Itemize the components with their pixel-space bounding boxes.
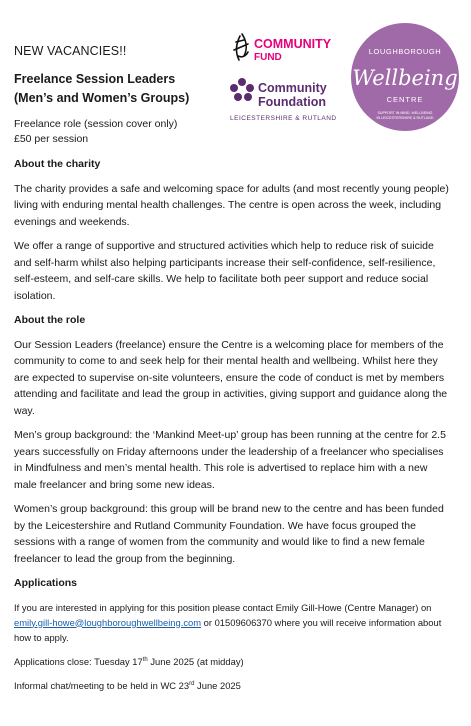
- charity-paragraph-2: We offer a range of supportive and structured activities which help to reduce risk of suicide and self-harm whilst also helping participants increase their self-confidence, self-resilience, self-esteem, and self-care skills. We help to facilitate both peer support and reduce social isolation.: [14, 240, 436, 302]
- job-title-line2: (Men’s and Women’s Groups): [14, 91, 190, 105]
- close-date-suffix: June 2025 (at midday): [147, 655, 244, 667]
- chat-date-suffix: June 2025: [194, 679, 241, 691]
- role-meta: [14, 117, 177, 147]
- vacancy-banner: NEW VACANCIES!!: [14, 44, 127, 58]
- role-type: Freelance role (session cover only): [14, 118, 178, 130]
- community-foundation-line1: Community: [258, 81, 327, 95]
- informal-chat: [14, 677, 452, 693]
- logo-script-text: Wellbeing: [352, 66, 458, 90]
- chat-date-ordinal: rd: [189, 680, 195, 687]
- flower-icon: [230, 78, 254, 101]
- job-title-line1: Freelance Session Leaders: [14, 72, 176, 86]
- sponsor-logos: [230, 20, 460, 132]
- community-fund-line2: FUND: [254, 52, 282, 63]
- community-fund-logo: [230, 30, 340, 66]
- role-heading: About the role: [14, 314, 86, 326]
- vacancy-document: [14, 0, 458, 691]
- close-date-ordinal: th: [142, 656, 148, 663]
- header: [14, 0, 458, 145]
- close-date-prefix: Applications close: Tuesday 17: [14, 655, 143, 667]
- logo-bottom-text: CENTRE: [386, 95, 424, 104]
- job-title: [14, 70, 224, 108]
- document-body: [14, 156, 452, 701]
- applications-phone: or 01509606370 where you will receive information about how to apply.: [14, 616, 442, 643]
- applications-section: [14, 600, 452, 693]
- community-fund-line1: COMMUNITY: [254, 37, 332, 51]
- chat-date-prefix: Informal chat/meeting to be held in WC 23: [14, 679, 190, 691]
- contact-email-link[interactable]: emily.gill-howe@loughboroughwellbeing.com: [14, 616, 202, 628]
- community-foundation-logo: [230, 76, 345, 124]
- logo-top-text: LOUGHBOROUGH: [368, 47, 442, 56]
- loughborough-wellbeing-logo: [350, 22, 460, 132]
- mens-group-paragraph: Men’s group background: the ‘Mankind Meet-up’ group has been running at the centre for 2.5 years successfully on Friday afternoons under the leadership of a freelancer who specialises in Mindfulness and men’s mental health. This role is advertised to replace him with a new male freelancer and bring some new ideas.: [14, 429, 446, 491]
- logo-tagline-1: SUPPORT IN MIND, WELLBEING: [377, 111, 433, 115]
- applications-close: [14, 653, 452, 669]
- applications-heading: Applications: [14, 577, 78, 589]
- charity-paragraph-1: The charity provides a safe and welcoming space for adults (and most recently young people) living with enduring mental health challenges. The centre is open across the week, including evenings and weekends.: [14, 182, 449, 228]
- applications-contact: [14, 600, 452, 645]
- pay-rate: £50 per session: [14, 133, 89, 145]
- charity-heading: About the charity: [14, 158, 101, 170]
- role-paragraph-1: Our Session Leaders (freelance) ensure the Centre is a welcoming place for members of the community to come to and seek help for their mental health and wellbeing. Whilst here they are expected to supervise on-site volunteers, ensure the code of conduct is met by members attending and facilitate and lead the group in activities, giving support and guidance along the way.: [14, 338, 448, 417]
- logo-tagline-2: IN LEICESTERSHIRE & RUTLAND: [376, 116, 434, 120]
- community-foundation-sub: LEICESTERSHIRE & RUTLAND: [230, 115, 337, 122]
- womens-group-paragraph: Women’s group background: this group will be brand new to the centre and has been funded by the Leicestershire and Rutland Community Foundation. We have focus grouped the sessions with a range of women from the community and would like to find a new female freelancer to lead the group from the beginning.: [14, 503, 444, 565]
- applications-intro: If you are interested in applying for this position please contact Emily Gill-Howe (Centre Manager) on: [14, 601, 432, 613]
- community-foundation-line2: Foundation: [258, 95, 327, 109]
